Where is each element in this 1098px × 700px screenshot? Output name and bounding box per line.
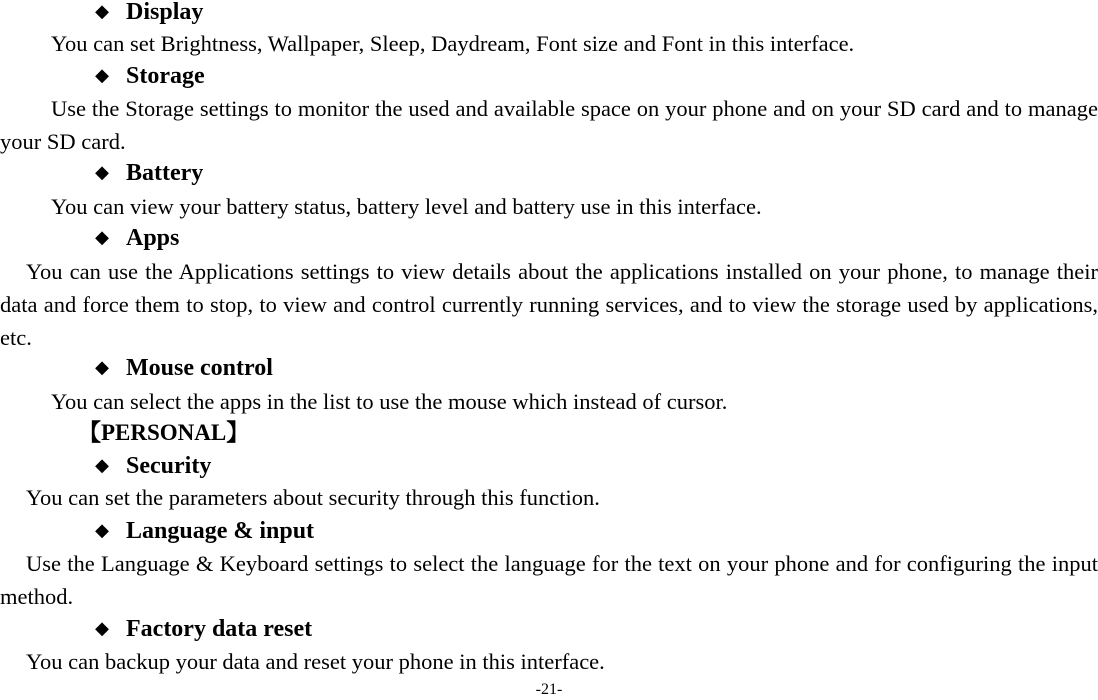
diamond-bullet-icon: ◆ <box>95 1 109 21</box>
paragraph-battery: You can view your battery status, battery level and battery use in this interface. <box>51 194 762 219</box>
diamond-bullet-icon: ◆ <box>95 65 109 85</box>
diamond-bullet-icon: ◆ <box>95 357 109 377</box>
heading-display: ◆ Display <box>92 0 203 27</box>
section-label-personal: 【PERSONAL】 <box>78 420 250 445</box>
diamond-bullet-icon: ◆ <box>95 162 109 182</box>
diamond-bullet-icon: ◆ <box>95 227 109 247</box>
heading-language-input: ◆ Language & input <box>92 516 314 546</box>
paragraph-apps: You can use the Applications settings to view details about the applications installed on your phone, to manage their data and force them to stop, to view and control currently running services, and to view the storage used by applications, etc. <box>0 259 1098 350</box>
heading-apps: ◆ Apps <box>92 223 179 253</box>
heading-battery: ◆ Battery <box>92 158 203 188</box>
heading-mouse-control: ◆ Mouse control <box>92 353 273 383</box>
diamond-bullet-icon: ◆ <box>95 618 109 638</box>
paragraph-security: You can set the parameters about security through this function. <box>26 485 600 510</box>
paragraph-factory-data-reset: You can backup your data and reset your phone in this interface. <box>26 649 605 674</box>
paragraph-language-input: Use the Language & Keyboard settings to select the language for the text on your phone and for configuring the input method. <box>0 551 1098 609</box>
paragraph-display: You can set Brightness, Wallpaper, Sleep, Daydream, Font size and Font in this interface. <box>51 31 855 56</box>
heading-security: ◆ Security <box>92 451 211 481</box>
diamond-bullet-icon: ◆ <box>95 455 109 475</box>
paragraph-mouse-control: You can select the apps in the list to use the mouse which instead of cursor. <box>51 389 728 414</box>
page-number: -21- <box>535 681 563 698</box>
heading-storage: ◆ Storage <box>92 61 205 91</box>
diamond-bullet-icon: ◆ <box>95 520 109 540</box>
heading-factory-data-reset: ◆ Factory data reset <box>92 614 312 644</box>
paragraph-storage: Use the Storage settings to monitor the used and available space on your phone and on your SD card and to manage your SD card. <box>0 96 1098 154</box>
